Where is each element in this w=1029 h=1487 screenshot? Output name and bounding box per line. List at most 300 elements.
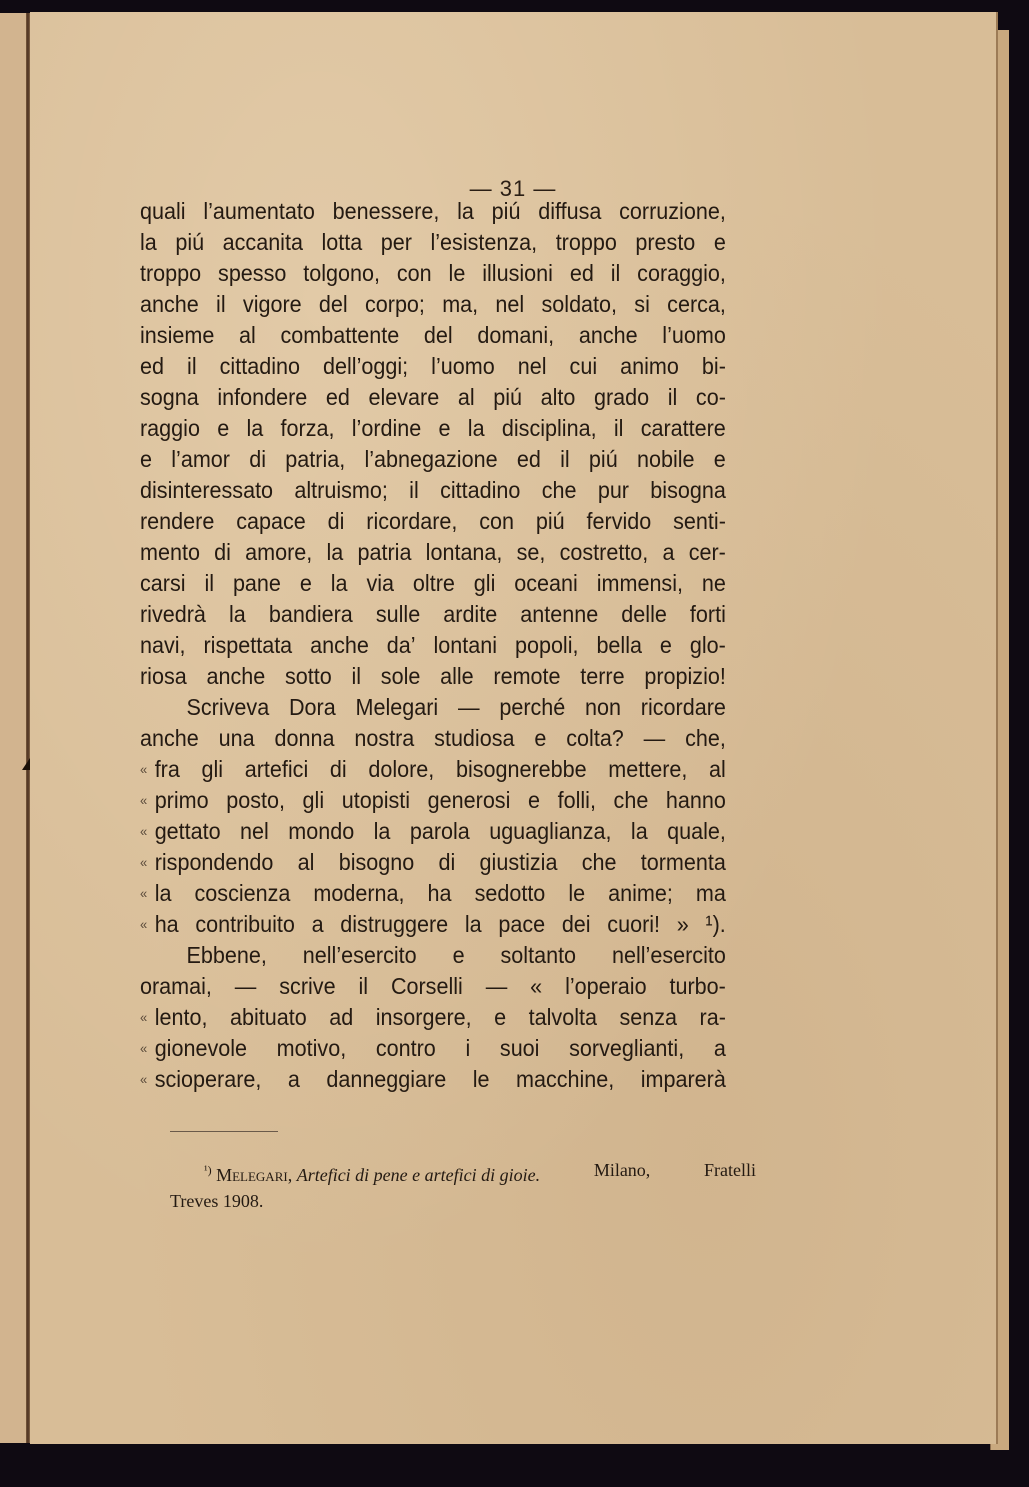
word: carsi	[140, 570, 186, 596]
word: posto,	[226, 787, 285, 813]
line-content	[155, 1002, 726, 1033]
word: gli	[201, 756, 224, 782]
word: primo	[154, 787, 209, 813]
word: e	[217, 415, 230, 441]
line-content	[155, 1064, 726, 1095]
page-number: — 31 —	[469, 176, 557, 201]
word: rispettata	[203, 632, 293, 658]
word: il	[667, 384, 678, 410]
word: popoli,	[514, 632, 579, 658]
guillemet: «	[140, 823, 148, 839]
word: lento,	[154, 1004, 208, 1030]
word: disinteressato	[140, 477, 274, 503]
word: abituato	[229, 1004, 307, 1030]
text-line	[140, 258, 726, 289]
text-line	[140, 878, 726, 909]
word: patria	[357, 539, 412, 565]
word: oceani	[514, 570, 578, 596]
word: donna	[274, 725, 335, 751]
text-line	[140, 506, 726, 537]
word: insorgere,	[375, 1004, 472, 1030]
word: nel	[495, 291, 525, 317]
word: gli	[473, 570, 496, 596]
word: dell’oggi;	[323, 353, 409, 379]
text-line	[140, 971, 726, 1002]
word: utopisti	[341, 787, 411, 813]
word: il	[610, 260, 621, 286]
word: che,	[685, 725, 726, 751]
word: ed	[516, 446, 541, 472]
word: riosa	[140, 663, 187, 689]
word: rivedrà	[140, 601, 206, 627]
word: anche	[578, 322, 638, 348]
word: immensi,	[596, 570, 684, 596]
word: ha	[427, 880, 452, 906]
line-content	[155, 909, 726, 940]
guillemet: «	[140, 854, 148, 870]
word: carattere	[640, 415, 726, 441]
word: l’esistenza,	[430, 229, 538, 255]
word: l’operaio	[565, 973, 647, 999]
word: co-	[695, 384, 726, 410]
word: il	[409, 477, 419, 503]
footnote-separator	[170, 1131, 278, 1132]
word: e	[438, 415, 451, 441]
word: corruzione,	[619, 198, 726, 224]
word: giustizia	[479, 849, 558, 875]
previous-page-edge	[0, 13, 26, 1443]
guillemet: «	[140, 1040, 148, 1056]
word: di	[329, 756, 347, 782]
footnote-city: Milano,	[593, 1160, 651, 1180]
word: costretto,	[559, 539, 649, 565]
word: l’ordine	[351, 415, 422, 441]
word: terre	[580, 663, 625, 689]
line-content	[155, 785, 726, 816]
text-line	[140, 196, 726, 227]
word: moderna,	[313, 880, 405, 906]
word: Scriveva	[186, 694, 270, 720]
word: amore,	[245, 539, 313, 565]
word: per	[380, 229, 412, 255]
word: la	[464, 911, 482, 937]
word: motivo,	[276, 1035, 347, 1061]
word: distruggere	[340, 911, 449, 937]
word: pur	[597, 477, 629, 503]
word: cer-	[688, 539, 726, 565]
word: Melegari	[355, 694, 439, 720]
word: il	[560, 446, 570, 472]
footnote-author: Melegari	[216, 1165, 288, 1185]
word: bisogna	[650, 477, 726, 503]
word: al	[239, 322, 256, 348]
text-line	[140, 475, 726, 506]
word: troppo	[555, 229, 617, 255]
word: nel	[240, 818, 269, 844]
word: da’	[386, 632, 416, 658]
word: generosi	[427, 787, 511, 813]
word: le	[568, 880, 586, 906]
word: l’abnegazione	[364, 446, 498, 472]
word: dolore,	[368, 756, 435, 782]
word: la	[330, 570, 348, 596]
guillemet: «	[140, 1071, 148, 1087]
word: il	[358, 973, 369, 999]
word: dei	[561, 911, 591, 937]
word: ha	[154, 911, 179, 937]
word: elevare	[368, 384, 440, 410]
word: bisogno	[338, 849, 415, 875]
word: contribuito	[195, 911, 295, 937]
word: navi,	[140, 632, 186, 658]
word: bandiera	[268, 601, 353, 627]
word: fervido	[586, 508, 652, 534]
word: insieme	[140, 322, 215, 348]
word: anime;	[608, 880, 673, 906]
word: domani,	[477, 322, 555, 348]
footnote-title: Artefici di pene e artefici di gioie.	[296, 1165, 541, 1185]
word: perché	[499, 694, 566, 720]
word: lontani	[433, 632, 498, 658]
text-line	[140, 723, 726, 754]
word: di	[438, 849, 456, 875]
paragraph-1	[140, 196, 726, 692]
word: tolgono,	[303, 260, 380, 286]
word: grado	[593, 384, 650, 410]
word: con	[396, 260, 432, 286]
word: i	[465, 1035, 471, 1061]
word: Dora	[288, 694, 336, 720]
word: spesso	[218, 260, 287, 286]
word: colta?	[566, 725, 624, 751]
guillemet: «	[140, 916, 148, 932]
footnote-marker: ¹)	[204, 1163, 212, 1177]
word: gettato	[154, 818, 221, 844]
word: soldato,	[541, 291, 618, 317]
word: presto	[635, 229, 696, 255]
word: anche	[206, 663, 266, 689]
word: e	[299, 570, 312, 596]
word: a	[713, 1035, 726, 1061]
word: folli,	[557, 787, 596, 813]
word: di	[249, 446, 267, 472]
line-content	[155, 847, 726, 878]
word: via	[366, 570, 395, 596]
word: di	[327, 508, 345, 534]
word: se,	[516, 539, 546, 565]
word: mettere,	[608, 756, 688, 782]
word: benessere,	[332, 198, 440, 224]
word: piú	[493, 384, 523, 410]
paragraph-3	[140, 940, 726, 1095]
word: lontana,	[425, 539, 503, 565]
word: la	[140, 229, 157, 255]
word: il	[204, 570, 215, 596]
word: al	[709, 756, 726, 782]
word: lotta	[321, 229, 363, 255]
word: pane	[232, 570, 281, 596]
word: infondere	[217, 384, 308, 410]
word: nostra	[354, 725, 415, 751]
word: cuori!	[607, 911, 661, 937]
word: ad	[329, 1004, 354, 1030]
word: la	[326, 539, 344, 565]
word: ricordare	[640, 694, 726, 720]
word: studiosa	[434, 725, 515, 751]
word: la	[228, 601, 246, 627]
word: anche	[140, 291, 199, 317]
word: cui	[569, 353, 598, 379]
word: il	[187, 353, 197, 379]
text-line	[140, 909, 726, 940]
word: pace	[498, 911, 546, 937]
word: a	[287, 1066, 300, 1092]
word: nobile	[636, 446, 695, 472]
word: cerca,	[667, 291, 726, 317]
word: gionevole	[154, 1035, 248, 1061]
word: remote	[493, 663, 561, 689]
word: cittadino	[440, 477, 521, 503]
word: Corselli	[390, 973, 463, 999]
word: di	[214, 539, 231, 565]
word: anche	[140, 725, 199, 751]
word: non	[585, 694, 622, 720]
word: la	[630, 818, 648, 844]
text-line	[140, 289, 726, 320]
word: disciplina,	[501, 415, 597, 441]
word: cittadino	[219, 353, 300, 379]
word: al	[297, 849, 315, 875]
word: anche	[310, 632, 369, 658]
word: »	[676, 911, 689, 937]
word: la	[457, 198, 474, 224]
text-line	[140, 754, 726, 785]
text-line	[140, 816, 726, 847]
word: patria,	[285, 446, 346, 472]
word: vigore	[242, 291, 302, 317]
word: —	[234, 973, 257, 999]
word: e	[534, 725, 547, 751]
word: oltre	[412, 570, 455, 596]
footnote-publisher-year: Treves 1908.	[170, 1191, 264, 1211]
word: «	[530, 973, 543, 999]
line-content	[155, 754, 726, 785]
word: coscienza	[194, 880, 291, 906]
word: artefici	[244, 756, 309, 782]
word: sorveglianti,	[569, 1035, 685, 1061]
word: delle	[621, 601, 667, 627]
text-line	[140, 568, 726, 599]
footnote-publisher: Fratelli	[703, 1160, 756, 1180]
word: nell’esercito	[611, 942, 726, 968]
word: con	[479, 508, 515, 534]
word: senti-	[673, 508, 726, 534]
word: e	[713, 229, 726, 255]
word: ne	[701, 570, 726, 596]
word: il	[613, 415, 624, 441]
word: la	[467, 415, 485, 441]
word: e	[659, 632, 672, 658]
word: ra-	[699, 1004, 726, 1030]
word: suoi	[499, 1035, 540, 1061]
word: l’uomo	[662, 322, 726, 348]
word: accanita	[222, 229, 303, 255]
word: nell’esercito	[302, 942, 417, 968]
word: del	[318, 291, 348, 317]
word: ardite	[443, 601, 498, 627]
word: rispondendo	[154, 849, 274, 875]
text-line	[140, 661, 726, 692]
word: ma,	[442, 291, 479, 317]
word: talvolta	[528, 1004, 597, 1030]
word: sole	[380, 663, 421, 689]
word: la	[246, 415, 264, 441]
text-line	[140, 382, 726, 413]
word: e	[713, 446, 726, 472]
text-line	[140, 351, 726, 382]
word: —	[485, 973, 508, 999]
word: a	[311, 911, 324, 937]
word: troppo	[140, 260, 202, 286]
word: capace	[236, 508, 306, 534]
text-line	[140, 1064, 726, 1095]
line-content	[155, 878, 726, 909]
word: oramai,	[140, 973, 212, 999]
word: ma	[695, 880, 726, 906]
word: la	[373, 818, 391, 844]
word: ed	[140, 353, 164, 379]
word: propizio!	[644, 663, 726, 689]
word: una	[218, 725, 255, 751]
word: che	[613, 787, 649, 813]
main-text	[140, 196, 726, 1095]
word: contro	[375, 1035, 436, 1061]
word: e	[494, 1004, 507, 1030]
word: bisognerebbe	[455, 756, 587, 782]
guillemet: «	[140, 761, 148, 777]
word: rendere	[140, 508, 215, 534]
word: sulle	[375, 601, 421, 627]
word: le	[448, 260, 466, 286]
footnote: $^{^1)}$ Melegari, Artefici di pene e artefici di gioie. Milano, Fratelli Treves 1908.	[170, 1157, 756, 1214]
word: hanno	[665, 787, 726, 813]
word: sedotto	[474, 880, 546, 906]
word: che	[541, 477, 577, 503]
word: sotto	[284, 663, 332, 689]
word: l’uomo	[431, 353, 495, 379]
word: alto	[540, 384, 576, 410]
word: e	[452, 942, 465, 968]
word: ricordare,	[366, 508, 458, 534]
word: scrive	[279, 973, 336, 999]
word: il	[351, 663, 362, 689]
text-line	[140, 1002, 726, 1033]
text-line	[140, 444, 726, 475]
text-line	[140, 413, 726, 444]
paragraph-2	[140, 692, 726, 940]
word: antenne	[520, 601, 599, 627]
word: forza,	[280, 415, 335, 441]
word: bi-	[701, 353, 726, 379]
word: e	[140, 446, 153, 472]
word: piú	[535, 508, 565, 534]
text-line	[140, 599, 726, 630]
word: animo	[620, 353, 679, 379]
text-line	[140, 537, 726, 568]
word: coraggio,	[637, 260, 726, 286]
guillemet: «	[140, 885, 148, 901]
text-line	[140, 692, 726, 723]
word: sogna	[140, 384, 199, 410]
word: uguaglianza,	[489, 818, 612, 844]
word: nel	[517, 353, 547, 379]
word: piú	[588, 446, 618, 472]
book-spine	[26, 13, 30, 1443]
word: si	[634, 291, 650, 317]
word: —	[457, 694, 480, 720]
line-content	[155, 1033, 726, 1064]
word: la	[154, 880, 172, 906]
word: mento	[140, 539, 200, 565]
word: tormenta	[640, 849, 726, 875]
word: macchine,	[515, 1066, 615, 1092]
text-line	[140, 940, 726, 971]
word: —	[643, 725, 666, 751]
text-line	[140, 227, 726, 258]
word: forti	[689, 601, 726, 627]
word: glo-	[689, 632, 726, 658]
word: mondo	[288, 818, 355, 844]
word: l’aumentato	[203, 198, 315, 224]
word: soltanto	[500, 942, 577, 968]
word: diffusa	[538, 198, 602, 224]
word: bella	[596, 632, 643, 658]
word: il	[216, 291, 226, 317]
word: ed	[569, 260, 594, 286]
word: gli	[302, 787, 325, 813]
word: corpo;	[364, 291, 425, 317]
word: turbo-	[669, 973, 726, 999]
word: imparerà	[640, 1066, 726, 1092]
word: danneggiare	[326, 1066, 447, 1092]
text-line	[140, 630, 726, 661]
line-content	[155, 816, 726, 847]
word: Ebbene,	[186, 942, 267, 968]
word: scioperare,	[154, 1066, 262, 1092]
word: altruismo;	[294, 477, 388, 503]
guillemet: «	[140, 1009, 148, 1025]
word: al	[457, 384, 475, 410]
word: ¹).	[705, 911, 726, 937]
word: quali	[140, 198, 186, 224]
word: le	[472, 1066, 490, 1092]
word: quale,	[667, 818, 726, 844]
text-line	[140, 1033, 726, 1064]
guillemet: «	[140, 792, 148, 808]
word: raggio	[140, 415, 200, 441]
word: che	[581, 849, 617, 875]
text-line	[140, 847, 726, 878]
word: alle	[440, 663, 474, 689]
text-line	[140, 320, 726, 351]
word: e	[527, 787, 540, 813]
word: l’amor	[171, 446, 230, 472]
word: illusioni	[482, 260, 553, 286]
word: combattente	[280, 322, 400, 348]
word: a	[662, 539, 675, 565]
word: ed	[325, 384, 350, 410]
word: parola	[409, 818, 470, 844]
